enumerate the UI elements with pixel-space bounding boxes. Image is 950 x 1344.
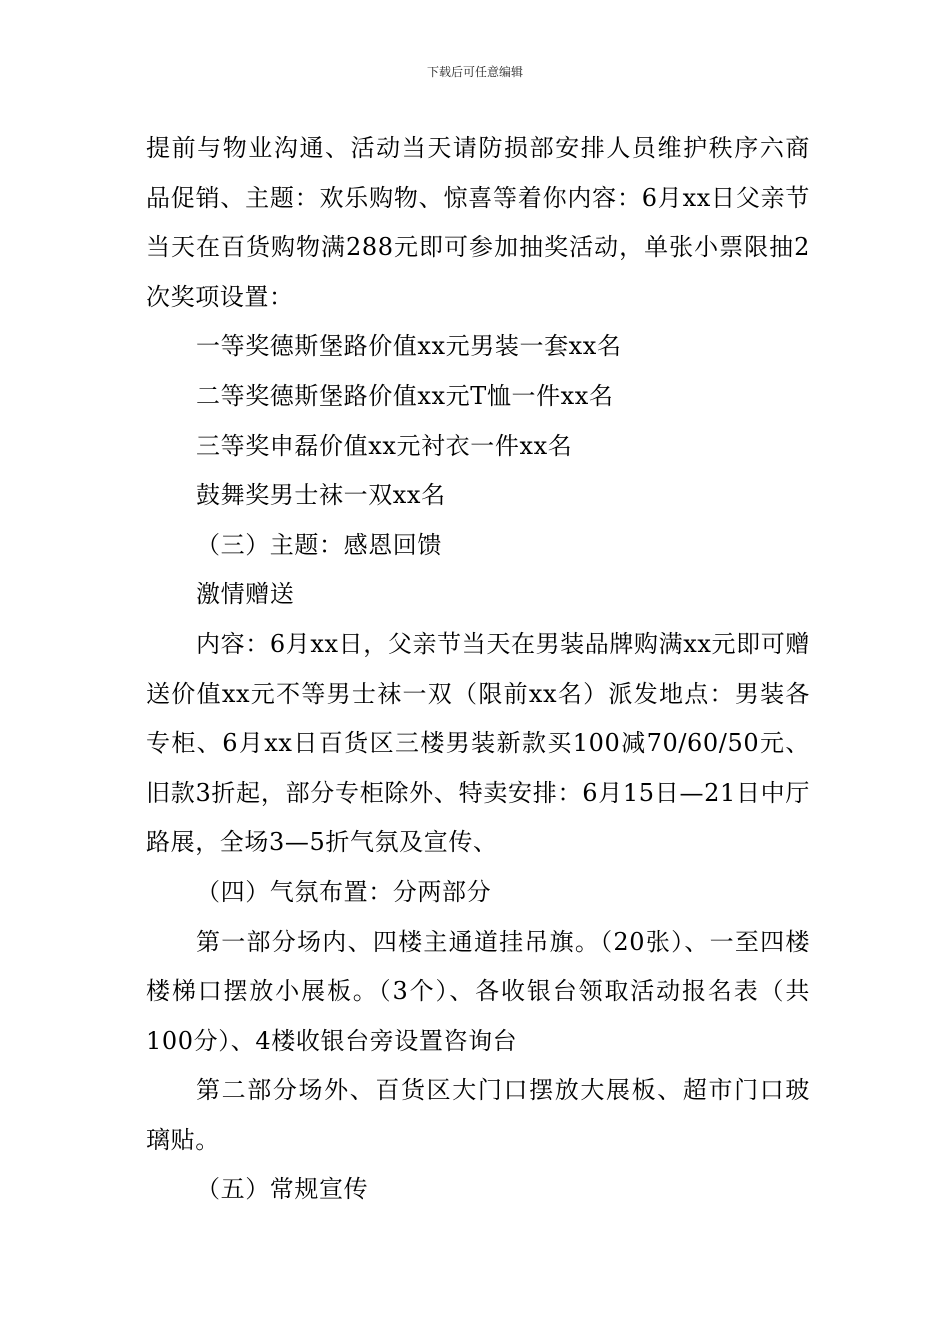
section-three-heading: （三）主题：感恩回馈	[196, 530, 442, 559]
section-three-subtitle: 激情赠送	[196, 580, 295, 609]
paragraph-gift-content: 内容：6月xx日，父亲节当天在男装品牌购满xx元即可赠送价值xx元不等男士袜一双（限前xx名）派发地点：男装各专柜、6月xx日百货区三楼男装新款买100减70/60/50元、旧款3折起，部分专柜除外、特卖安排：6月15日—21日中厅路展，全场3—5折气氛及宣传、	[146, 629, 810, 857]
prize-second: 二等奖德斯堡路价值xx元T恤一件xx名	[196, 381, 614, 410]
paragraph-indoor-decor: 第一部分场内、四楼主通道挂吊旗。（20张）、一至四楼楼梯口摆放小展板。（3个）、各收银台领取活动报名表（共100分）、4楼收银台旁设置咨询台	[146, 927, 810, 1055]
prize-first: 一等奖德斯堡路价值xx元男装一套xx名	[196, 332, 622, 361]
prize-third: 三等奖申磊价值xx元衬衣一件xx名	[196, 431, 573, 460]
section-five-heading: （五）常规宣传	[196, 1175, 369, 1204]
paragraph-outdoor-decor: 第二部分场外、百货区大门口摆放大展板、超市门口玻璃贴。	[146, 1076, 810, 1154]
page-header-note: 下载后可任意编辑	[426, 65, 523, 79]
section-four-heading: （四）气氛布置：分两部分	[196, 877, 492, 906]
paragraph-intro: 提前与物业沟通、活动当天请防损部安排人员维护秩序六商品促销、主题：欢乐购物、惊喜等着你内容：6月xx日父亲节当天在百货购物满288元即可参加抽奖活动，单张小票限抽2次奖项设置：	[146, 134, 810, 311]
document-body	[146, 124, 810, 1215]
prize-encouragement: 鼓舞奖男士袜一双xx名	[196, 481, 446, 510]
